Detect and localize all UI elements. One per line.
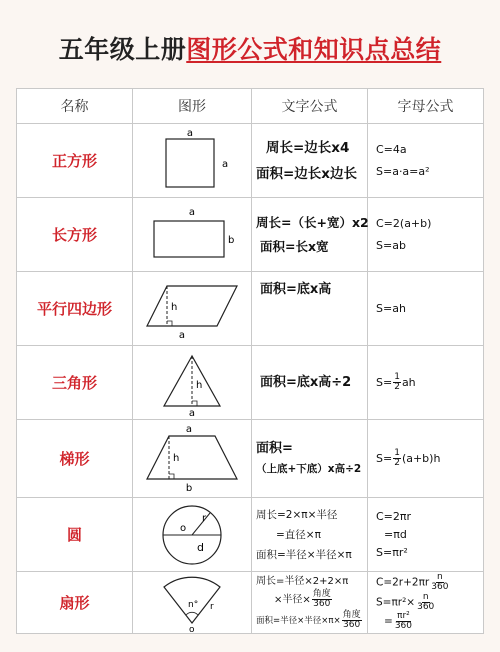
- page-title: [0, 30, 500, 66]
- fraction: $\frac{\text{πr²}}{360}$: [394, 611, 412, 632]
- table-header-row: [17, 89, 484, 124]
- text-line: 周长=半径×2+2×π: [256, 576, 349, 588]
- triangle-label-height: h: [196, 379, 203, 391]
- fraction: $\frac{\text{角度}}{360}$: [312, 589, 331, 610]
- letter-line: C=4a: [376, 142, 407, 156]
- sector-label-angle: n°: [188, 599, 199, 610]
- parallelogram-label-height: h: [171, 301, 178, 313]
- shape-name-triangle: 三角形: [17, 346, 133, 420]
- table-row: [17, 272, 484, 346]
- text-line: 面积=半径×半径×π× $\frac{\text{角度}}{360}$: [256, 609, 361, 630]
- text-line: ×半径× $\frac{\text{角度}}{360}$: [274, 589, 331, 610]
- text-line: 面积=底x高÷2: [260, 374, 352, 390]
- letter-line: C=2πr: [376, 509, 412, 523]
- letter-line: S=πr²× $\frac{n}{360}$: [376, 591, 435, 612]
- text-line: 周长=（长+宽）x2: [256, 214, 369, 230]
- letter-line: S= $\frac{1}{2}$ (a+b)h: [376, 448, 441, 468]
- circle-label-d: d: [197, 540, 204, 554]
- text-formula-square: [252, 124, 368, 198]
- text-formula-parallelogram: [252, 272, 368, 346]
- table-row: [17, 572, 484, 634]
- figure-square: [133, 124, 252, 198]
- figure-sector: [133, 572, 252, 634]
- rectangle-diagram: [142, 205, 242, 265]
- shape-name-circle: 圆: [17, 498, 133, 572]
- sector-diagram: [142, 573, 242, 633]
- letter-formula-circle: [368, 498, 484, 572]
- fraction: $\frac{n}{360}$: [417, 591, 435, 612]
- figure-parallelogram: [133, 272, 252, 346]
- circle-label-o: o: [180, 522, 187, 534]
- square-label-side: a: [222, 158, 229, 170]
- text-line: 面积=长x宽: [260, 238, 329, 254]
- header-letter-formula: 字母公式: [368, 89, 484, 124]
- fraction: $\frac{1}{2}$: [394, 372, 400, 392]
- text-line: =直径×π: [276, 528, 321, 541]
- table-row: [17, 198, 484, 272]
- shape-name-square: 正方形: [17, 124, 133, 198]
- letter-line: C=2(a+b): [376, 216, 432, 230]
- letter-line: =πd: [384, 527, 407, 541]
- shape-name-sector: 扇形: [17, 572, 133, 634]
- fraction: $\frac{n}{360}$: [431, 572, 449, 593]
- rectangle-label-side: b: [228, 234, 235, 246]
- letter-line: S=ab: [376, 238, 406, 252]
- letter-line: S=a·a=a²: [376, 164, 430, 178]
- figure-circle: [133, 498, 252, 572]
- table-row: [17, 124, 484, 198]
- header-name: 名称: [17, 89, 133, 124]
- title-part2: 图形公式和知识点总结: [186, 35, 442, 64]
- circle-diagram: [142, 501, 242, 569]
- fraction: $\frac{\text{角度}}{360}$: [342, 609, 361, 630]
- text-line: 面积=半径×半径×π: [256, 548, 352, 561]
- letter-formula-square: [368, 124, 484, 198]
- shape-name-rectangle: 长方形: [17, 198, 133, 272]
- figure-trapezoid: [133, 420, 252, 498]
- letter-line: = $\frac{\text{πr²}}{360}$: [384, 611, 412, 632]
- text-formula-triangle: [252, 346, 368, 420]
- square-diagram: [142, 126, 242, 196]
- trapezoid-label-base: b: [185, 482, 193, 494]
- text-line: （上底+下底）x高÷2: [256, 462, 362, 475]
- header-figure: 图形: [133, 89, 252, 124]
- text-formula-circle: [252, 498, 368, 572]
- trapezoid-diagram: [137, 423, 247, 495]
- shape-name-trapezoid: 梯形: [17, 420, 133, 498]
- letter-line: S=ah: [376, 301, 406, 315]
- letter-formula-sector: [368, 572, 484, 634]
- figure-rectangle: [133, 198, 252, 272]
- triangle-label-base: a: [188, 407, 196, 416]
- sector-label-r: r: [210, 601, 214, 612]
- table-row: [17, 346, 484, 420]
- text-line: 周长=2×π×半径: [256, 508, 338, 521]
- fraction: $\frac{1}{2}$: [394, 448, 400, 468]
- letter-formula-triangle: [368, 346, 484, 420]
- trapezoid-label-top: a: [185, 423, 193, 435]
- letter-formula-parallelogram: [368, 272, 484, 346]
- text-formula-sector: [252, 572, 368, 634]
- triangle-diagram: [142, 350, 242, 416]
- figure-triangle: [133, 346, 252, 420]
- square-label-top: a: [186, 127, 194, 139]
- header-text-formula: 文字公式: [252, 89, 368, 124]
- parallelogram-diagram: [137, 276, 247, 342]
- letter-formula-rectangle: [368, 198, 484, 272]
- text-formula-rectangle: [252, 198, 368, 272]
- text-line: 面积=底x高: [260, 282, 332, 297]
- text-line: 面积=: [256, 440, 293, 456]
- letter-formula-trapezoid: [368, 420, 484, 498]
- sector-label-o: o: [189, 624, 195, 633]
- letter-line: C=2r+2πr $\frac{n}{360}$: [376, 572, 449, 593]
- rectangle-label-top: a: [188, 206, 196, 218]
- letter-line: S=πr²: [376, 545, 408, 559]
- shape-name-parallelogram: 平行四边形: [17, 272, 133, 346]
- circle-label-r: r: [202, 512, 207, 524]
- text-formula-trapezoid: [252, 420, 368, 498]
- trapezoid-label-height: h: [173, 452, 180, 464]
- text-line: 面积=边长x边长: [256, 165, 358, 182]
- table-row: [17, 498, 484, 572]
- letter-line: S= $\frac{1}{2}$ ah: [376, 372, 416, 392]
- text-line: 周长=边长x4: [266, 139, 350, 156]
- parallelogram-label-base: a: [178, 329, 186, 341]
- title-part1: 五年级上册: [58, 35, 187, 64]
- formula-table: [16, 88, 484, 634]
- table-row: [17, 420, 484, 498]
